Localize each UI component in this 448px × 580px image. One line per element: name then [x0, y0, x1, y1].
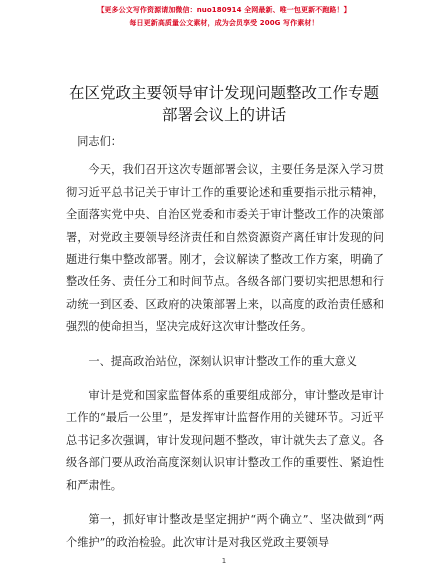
document-body	[66, 131, 384, 554]
title-line-1: 在区党政主要领导审计发现问题整改工作专题	[68, 84, 379, 102]
paragraph-significance: 审计是党和国家监督体系的重要组成部分，审计整改是审计工作的“最后一公里”，是发挥审计监督作用的关键环节。习近平总书记多次强调，审计发现问题不整改，审计就失去了意义。各级各部门要从政治高度深刻认识审计整改工作的重要性、紧迫性和严肃性。	[66, 389, 384, 492]
document-title	[40, 82, 408, 126]
salutation: 同志们：	[77, 135, 122, 148]
promo-header	[0, 4, 448, 30]
promo-line-2: 每日更新高质量公文素材，成为会员享受 200G 写作素材！	[129, 19, 319, 27]
paragraph-intro: 今天，我们召开这次专题部署会议，主要任务是深入学习贯彻习近平总书记关于审计工作的重要论述和重要指示批示精神，全面落实党中央、自治区党委和市委关于审计整改工作的决策部署，对党政主要领导经济责任和自然资源资产离任审计发现的问题进行集中整改部署。刚才，会议解读了整改工作方案，明确了整改任务、责任分工和时间节点。各级各部门要切实把思想和行动统一到区委、区政府的决策部署上来，以高度的政治责任感和强烈的使命担当，坚决完成好这次审计整改任务。	[66, 163, 384, 334]
section-heading-1: 一、提高政治站位，深刻认识审计整改工作的重大意义	[88, 354, 357, 368]
title-line-2: 部署会议上的讲话	[161, 106, 286, 124]
paragraph-first-point: 第一，抓好审计整改是坚定拥护“两个确立”、坚决做到“两个维护”的政治检验。此次审计是对我区党政主要领导	[66, 513, 384, 549]
page-number: 1	[221, 557, 227, 565]
promo-line-1: 【更多公文写作资源请加微信：nuo180914 全网最新、唯一包更新不跑路！】	[97, 6, 351, 14]
